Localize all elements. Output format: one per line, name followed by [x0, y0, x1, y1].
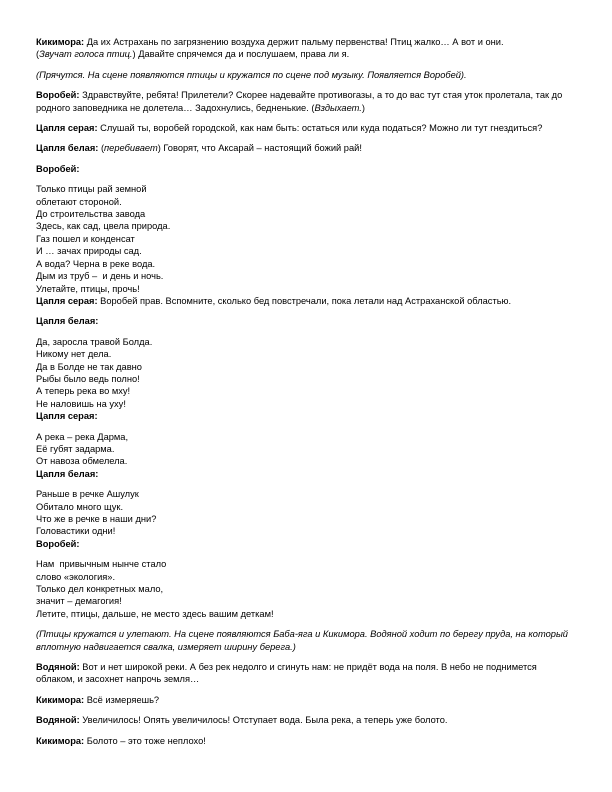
- verse-block-4: [36, 488, 576, 538]
- paragraph-tsaplya-seraya-2: [36, 295, 576, 307]
- paragraph-tsaplya-belaya-2: [36, 315, 576, 327]
- paragraph-vorobey-3: [36, 538, 576, 550]
- verse-block-1: [36, 183, 576, 295]
- verse-line: А река – река Дарма,: [36, 431, 129, 442]
- speaker-label: Водяной:: [36, 662, 80, 673]
- speaker-label: Кикимора:: [36, 735, 85, 746]
- paragraph-kikimora-1: Кикимора: Да их Астрахань по загрязнению воздуха держит пальму первенства! Птиц жалко… А вот и они. (Звучат голоса птиц.) Давайте спрячемся да и послушаем, права ли я.: [36, 37, 504, 60]
- paragraph-vodyanoy-2: [36, 714, 576, 726]
- verse-line: И … зачах природы сад.: [36, 246, 142, 257]
- speaker-label: Цапля белая:: [36, 143, 99, 154]
- speaker-label: Цапля серая:: [36, 295, 98, 306]
- verse-line: облетают стороной.: [36, 196, 122, 207]
- verse-line: Нам привычным нынче стало: [36, 559, 167, 570]
- speaker-label: Водяной:: [36, 715, 80, 726]
- dialogue-text: Слушай ты, воробей городской, как нам быть: остаться или куда податься? Можно ли тут гнездиться?: [97, 123, 543, 134]
- dialogue-text: Воробей прав. Вспомните, сколько бед повстречали, пока летали над Астраханской областью.: [97, 295, 512, 306]
- verse-line: Да, заросла травой Болда.: [36, 336, 153, 347]
- speaker-label: Воробей:: [36, 538, 80, 549]
- paragraph-vorobey-2: [36, 163, 576, 175]
- stage-direction-paragraph: [36, 69, 576, 81]
- speaker-label: Цапля серая:: [36, 123, 98, 134]
- verse-line: Никому нет дела.: [36, 349, 112, 360]
- verse-line: До строительства завода: [36, 209, 146, 220]
- dialogue-text: Здравствуйте, ребята! Прилетели? Скорее надевайте противогазы, а то до вас тут стая уток пролетала, так до родного заповедника не долетела… Задохнулись, бедненькие. (: [36, 90, 563, 113]
- document-page: [36, 36, 576, 747]
- paragraph-kikimora-2: [36, 694, 576, 706]
- paragraph-kikimora-3: [36, 735, 576, 747]
- verse-line: Только птицы рай земной: [36, 184, 147, 195]
- speaker-label: Воробей:: [36, 163, 80, 174]
- verse-block-3: [36, 431, 576, 468]
- speaker-label: Кикимора:: [36, 37, 85, 47]
- dialogue-text: Да их Астрахань по загрязнению воздуха держит пальму первенства! Птиц жалко… А вот и они.: [84, 37, 504, 47]
- dialogue-text: Увеличилось! Опять увеличилось! Отступает вода. Была река, а теперь уже болото.: [79, 715, 448, 726]
- verse-line: слово «экология».: [36, 571, 116, 582]
- verse-line: Обитало много щук.: [36, 501, 124, 512]
- verse-line: Газ пошел и конденсат: [36, 233, 135, 244]
- verse-line: Здесь, как сад, цвела природа.: [36, 221, 171, 232]
- paragraph-vodyanoy-1: [36, 661, 576, 686]
- speaker-label: Воробей:: [36, 90, 80, 101]
- verse-line: Дым из труб – и день и ночь.: [36, 271, 164, 282]
- verse-line: Раньше в речке Ашулук: [36, 489, 139, 500]
- stage-direction: (Прячутся. На сцене появляются птицы и кружатся по сцене под музыку. Появляется Воробей).: [36, 69, 467, 80]
- speaker-label: Кикимора:: [36, 694, 85, 705]
- stage-direction: Звучат голоса птиц.: [39, 49, 133, 60]
- verse-line: Головастики одни!: [36, 526, 116, 537]
- verse-line: Летите, птицы, дальше, не место здесь вашим деткам!: [36, 608, 274, 619]
- verse-line: Улетайте, птицы, прочь!: [36, 283, 140, 294]
- stage-direction: перебивает: [104, 143, 158, 154]
- paragraph-tsaplya-seraya-3: [36, 410, 576, 422]
- verse-line: Да в Болде не так давно: [36, 361, 142, 372]
- verse-line: А вода? Черна в реке вода.: [36, 258, 156, 269]
- verse-line: Не наловишь на уху!: [36, 398, 126, 409]
- stage-direction: Вздыхает.: [314, 102, 362, 113]
- verse-line: Только дел конкретных мало,: [36, 584, 164, 595]
- verse-block-2: [36, 336, 576, 410]
- paragraph-tsaplya-belaya-1: Цапля белая: (перебивает) Говорят, что Аксарай – настоящий божий рай!: [36, 143, 362, 154]
- paragraph-vorobey-1: Воробей: Здравствуйте, ребята! Прилетели? Скорее надевайте противогазы, а то до вас тут стая уток пролетала, так до родного заповедника не долетела… Задохнулись, бедненькие. (Вздыхает.): [36, 90, 563, 113]
- dialogue-text: Всё измеряешь?: [84, 694, 160, 705]
- stage-direction: (Птицы кружатся и улетают. На сцене появляются Баба-яга и Кикимора. Водяной ходит по берегу пруда, на который вплотную надвигается свалка, измеряет ширину берега.): [36, 629, 568, 652]
- paragraph-tsaplya-belaya-3: [36, 468, 576, 480]
- verse-line: значит – демагогия!: [36, 596, 122, 607]
- dialogue-text: ) Говорят, что Аксарай – настоящий божий рай!: [157, 143, 362, 154]
- verse-line: А теперь река во мху!: [36, 386, 131, 397]
- dialogue-text: Вот и нет широкой реки. А без рек недолго и сгинуть нам: не придёт вода на поля. В небо не поднимется облаком, и засохнет напрочь земля…: [36, 662, 537, 685]
- verse-line: Рыбы было ведь полно!: [36, 373, 140, 384]
- verse-block-5: [36, 558, 576, 620]
- verse-line: От навоза обмелела.: [36, 456, 128, 467]
- verse-line: Её губят задарма.: [36, 443, 115, 454]
- dialogue-text: Болото – это тоже неплохо!: [84, 735, 206, 746]
- speaker-label: Цапля белая:: [36, 468, 99, 479]
- speaker-label: Цапля белая:: [36, 316, 99, 327]
- speaker-label: Цапля серая:: [36, 411, 98, 422]
- verse-line: Что же в речке в наши дни?: [36, 514, 157, 524]
- dialogue-text: Давайте спрячемся да и послушаем, права ли я.: [135, 49, 350, 60]
- paragraph-tsaplya-seraya-1: [36, 122, 576, 134]
- stage-direction-paragraph: [36, 628, 576, 653]
